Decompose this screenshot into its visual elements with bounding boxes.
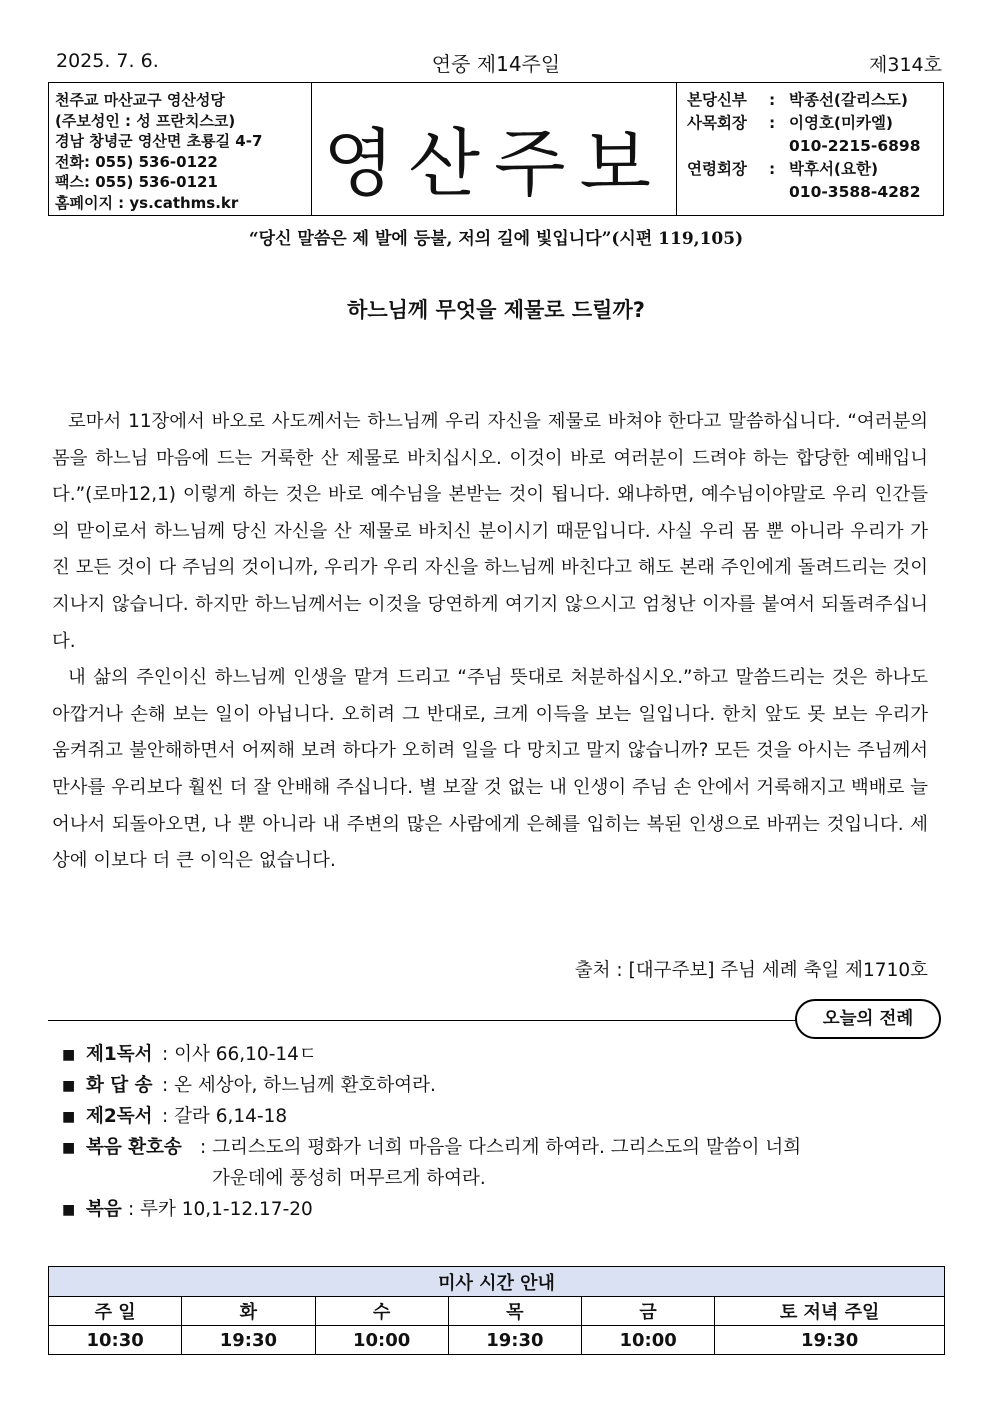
reading-value: : 온 세상아, 하느님께 환호하여라. (162, 1075, 436, 1096)
parish-info (49, 83, 312, 215)
parish-fax: 팩스: 055) 536-0121 (55, 173, 218, 191)
section-divider (48, 1020, 796, 1021)
liturgy-section-badge: 오늘의 전례 (795, 999, 941, 1039)
issue-number: 제314호 (869, 54, 942, 76)
day-header: 화 (182, 1297, 315, 1326)
pastor-name: 박종선(갈리스도) (789, 91, 908, 109)
mass-time: 10:00 (582, 1326, 715, 1355)
reading-gospel (62, 1195, 942, 1226)
day-header: 금 (582, 1297, 715, 1326)
article-paragraph: 로마서 11장에서 바오로 사도께서는 하느님께 우리 자신을 제물로 바쳐야 한다고 말씀하십니다. “여러분의 몸을 하느님 마음에 드는 거룩한 산 제물로 바치십시오. 이것이 바로 여러분이 드려야 하는 합당한 예배입니다.”(로마12,1) 이렇게 하는 것은 바로 예수님을 본받는 것이 됩니다. 왜냐하면, 예수님이야말로 우리 인간들의 맏이로서 하느님께 당신 자신을 산 제물로 바치신 분이시기 때문입니다. 사실 우리 몸 뿐 아니라 우리가 가진 모든 것이 다 주님의 것이니까, 우리가 우리 자신을 하느님께 바친다고 해도 본래 주인에게 돌려드리는 것이 지나지 않습니다. 하지만 하느님께서는 이것을 당연하게 여기지 않으시고 엄청난 이자를 붙여서 되돌려주십니다. (52, 411, 928, 652)
council-phone: 010-2215-6898 (789, 137, 921, 155)
reading-value: : 이사 66,10-14ㄷ (162, 1044, 317, 1065)
day-header: 주 일 (49, 1297, 182, 1326)
article-body (52, 404, 928, 880)
day-header: 목 (448, 1297, 581, 1326)
bullet-icon: ■ (62, 1202, 76, 1218)
reading-label: 제2독서 (86, 1106, 153, 1127)
bullet-icon: ■ (62, 1047, 76, 1063)
reading-label: 복음 환호송 (86, 1137, 182, 1158)
elders-phone: 010-3588-4282 (789, 183, 921, 201)
council-label: 사목회장 (687, 114, 747, 132)
article-source: 출처 : [대구주보] 주님 세례 축일 제1710호 (574, 960, 928, 981)
issue-date: 2025. 7. 6. (56, 50, 159, 72)
reading-value: : 갈라 6,14-18 (162, 1106, 288, 1127)
elders-row (687, 158, 943, 181)
elders-phone-row (687, 181, 943, 204)
reading-label: 제1독서 (86, 1044, 153, 1065)
day-header: 수 (315, 1297, 448, 1326)
bullet-icon: ■ (62, 1078, 76, 1094)
patron-saint: (주보성인 : 성 프란치스코) (55, 111, 236, 130)
reading-value-continued: 가운데에 풍성히 머무르게 하여라. (212, 1168, 486, 1189)
mass-time: 19:30 (715, 1326, 945, 1355)
mass-time: 10:30 (49, 1326, 182, 1355)
reading-second (62, 1102, 942, 1133)
staff-info (677, 83, 943, 221)
parish-phone: 전화: 055) 536-0122 (55, 152, 218, 171)
readings-list (62, 1040, 942, 1226)
separator: : (769, 160, 776, 178)
masthead (48, 82, 944, 216)
scripture-motto: “당신 말씀은 제 발에 등불, 저의 길에 빛입니다”(시편 119,105) (248, 229, 744, 249)
mass-time: 19:30 (182, 1326, 315, 1355)
article-headline: 하느님께 무엇을 제물로 드릴까? (347, 298, 645, 322)
bulletin-title: 영산주보 (323, 121, 665, 207)
pastor-label: 본당신부 (687, 91, 747, 109)
liturgical-week: 연중 제14주일 (431, 52, 561, 76)
title-box (312, 83, 677, 215)
reading-acclamation (62, 1133, 942, 1195)
separator: : (769, 114, 776, 132)
council-name: 이영호(미카엘) (789, 114, 894, 132)
mass-time: 10:00 (315, 1326, 448, 1355)
parish-name: 천주교 마산교구 영산성당 (55, 91, 225, 109)
separator: : (769, 91, 776, 109)
elders-label: 연령회장 (687, 160, 747, 178)
bullet-icon: ■ (62, 1109, 76, 1125)
mass-time: 19:30 (448, 1326, 581, 1355)
council-phone-row (687, 135, 943, 158)
day-header: 토 저녁 주일 (715, 1297, 945, 1326)
pastor-row (687, 89, 943, 112)
reading-first (62, 1040, 942, 1071)
bullet-icon: ■ (62, 1140, 76, 1156)
article-paragraph: 내 삶의 주인이신 하느님께 인생을 맡겨 드리고 “주님 뜻대로 처분하십시오.”하고 말씀드리는 것은 하나도 아깝거나 손해 보는 일이 아닙니다. 오히려 그 반대로, 크게 이득을 보는 일입니다. 한치 앞도 못 보는 우리가 움켜쥐고 불안해하면서 어찌해 보려 하다가 오히려 일을 다 망치고 말지 않습니까? 모든 것을 아시는 주님께서 만사를 우리보다 훨씬 더 잘 안배해 주십니다. 별 보잘 것 없는 내 인생이 주님 손 안에서 거룩해지고 백배로 늘어나서 되돌아오면, 나 뿐 아니라 내 주변의 많은 사람에게 은혜를 입히는 복된 인생으로 바뀌는 것입니다. 세상에 이보다 더 큰 이익은 없습니다. (52, 667, 928, 872)
reading-value: : 루카 10,1-12.17-20 (128, 1199, 313, 1220)
mass-times-caption: 미사 시간 안내 (49, 1267, 945, 1297)
reading-label: 복음 (86, 1199, 122, 1220)
parish-address: 경남 창녕군 영산면 초룡길 4-7 (55, 132, 263, 150)
council-row (687, 112, 943, 135)
reading-label: 화 답 송 (86, 1075, 153, 1096)
mass-times-table (48, 1266, 945, 1355)
elders-name: 박후서(요한) (789, 160, 879, 178)
issue-header (50, 46, 942, 76)
parish-homepage[interactable]: 홈페이지 : ys.cathms.kr (55, 193, 239, 212)
reading-psalm (62, 1071, 942, 1102)
reading-value: : 그리스도의 평화가 너희 마음을 다스리게 하여라. 그리스도의 말씀이 너희 (200, 1137, 802, 1158)
